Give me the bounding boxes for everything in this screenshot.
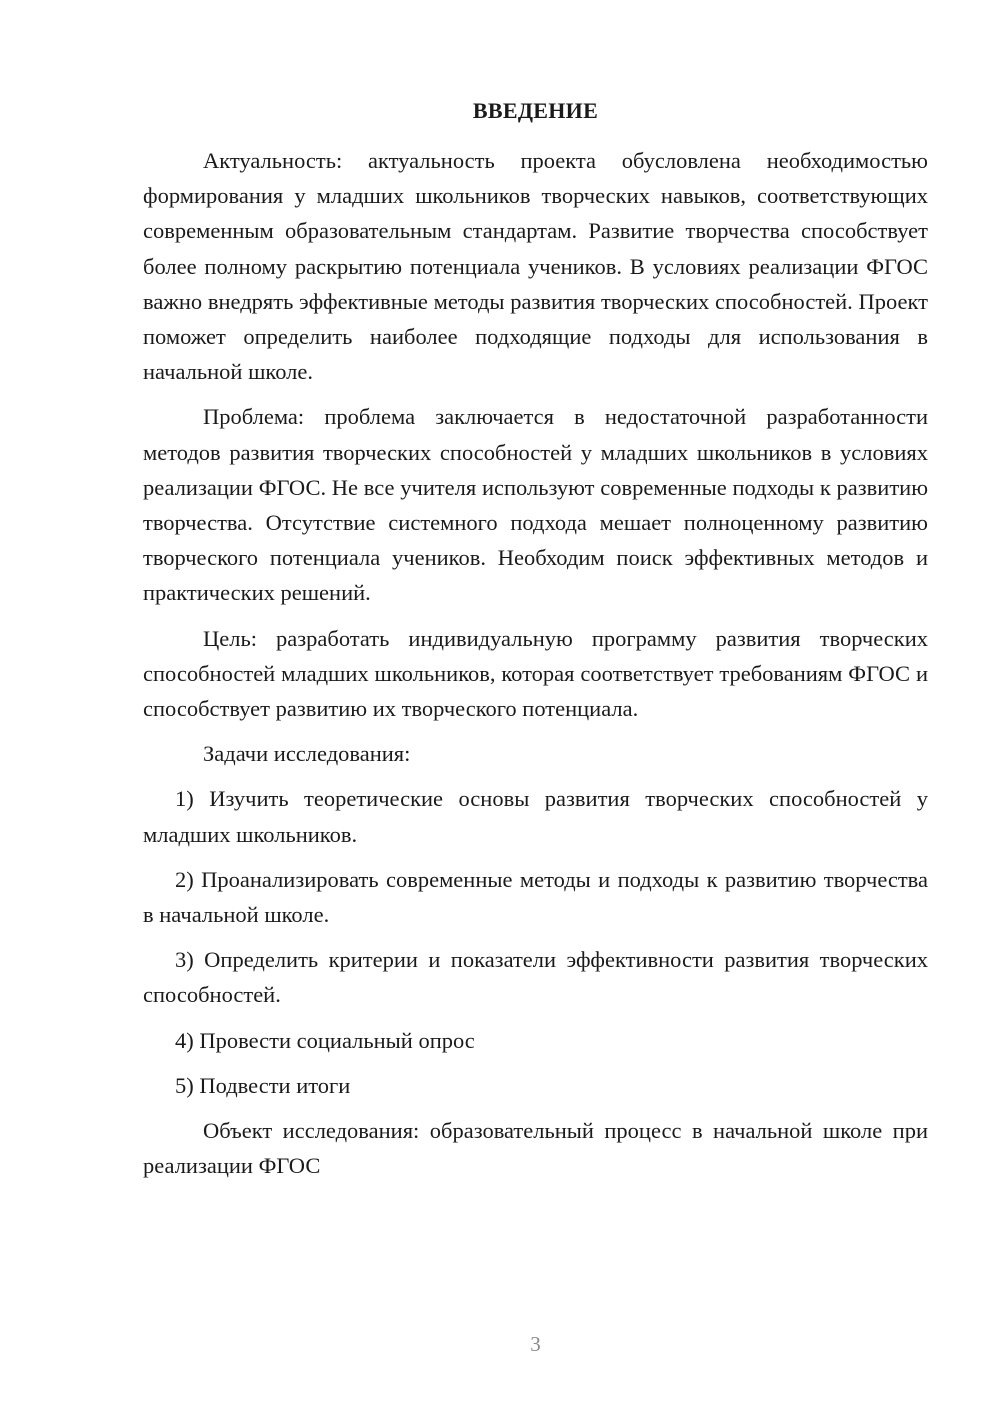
document-page	[143, 0, 928, 1414]
section-heading: ВВЕДЕНИЕ	[472, 98, 599, 123]
task-item: 1) Изучить теоретические основы развития творческих способностей у младших школьников.	[143, 786, 928, 847]
page-number: 3	[530, 1332, 541, 1356]
tasks-intro: Задачи исследования:	[203, 741, 411, 767]
goal-paragraph: Цель: разработать индивидуальную программу развития творческих способностей младших школьников, которая соответствует требованиям ФГОС и способствует развитию их творческого потенциала.	[143, 625, 928, 722]
relevance-paragraph: Актуальность: актуальность проекта обусловлена необходимостью формирования у младших школьников творческих навыков, соответствующих современным образовательным стандартам. Развитие творчества способствует более полному раскрытию потенциала учеников. В условиях реализации ФГОС важно внедрять эффективные методы развития творческих способностей. Проект поможет определить наиболее подходящие подходы для использования в начальной школе.	[143, 148, 928, 385]
task-item: 3) Определить критерии и показатели эффективности развития творческих способностей.	[143, 947, 928, 1008]
document-body	[143, 143, 928, 1183]
problem-paragraph: Проблема: проблема заключается в недостаточной разработанности методов развития творческих способностей у младших школьников в условиях реализации ФГОС. Не все учителя используют современные подходы к развитию творчества. Отсутствие системного подхода мешает полноценному развитию творческого потенциала учеников. Необходим поиск эффективных методов и практических решений.	[143, 404, 928, 606]
task-item: 2) Проанализировать современные методы и подходы к развитию творчества в начальной школе.	[143, 866, 928, 928]
object-paragraph: Объект исследования: образовательный процесс в начальной школе при реализации ФГОС	[143, 1118, 928, 1179]
task-item: 5) Подвести итоги	[175, 1072, 351, 1098]
task-item: 4) Провести социальный опрос	[175, 1027, 475, 1053]
